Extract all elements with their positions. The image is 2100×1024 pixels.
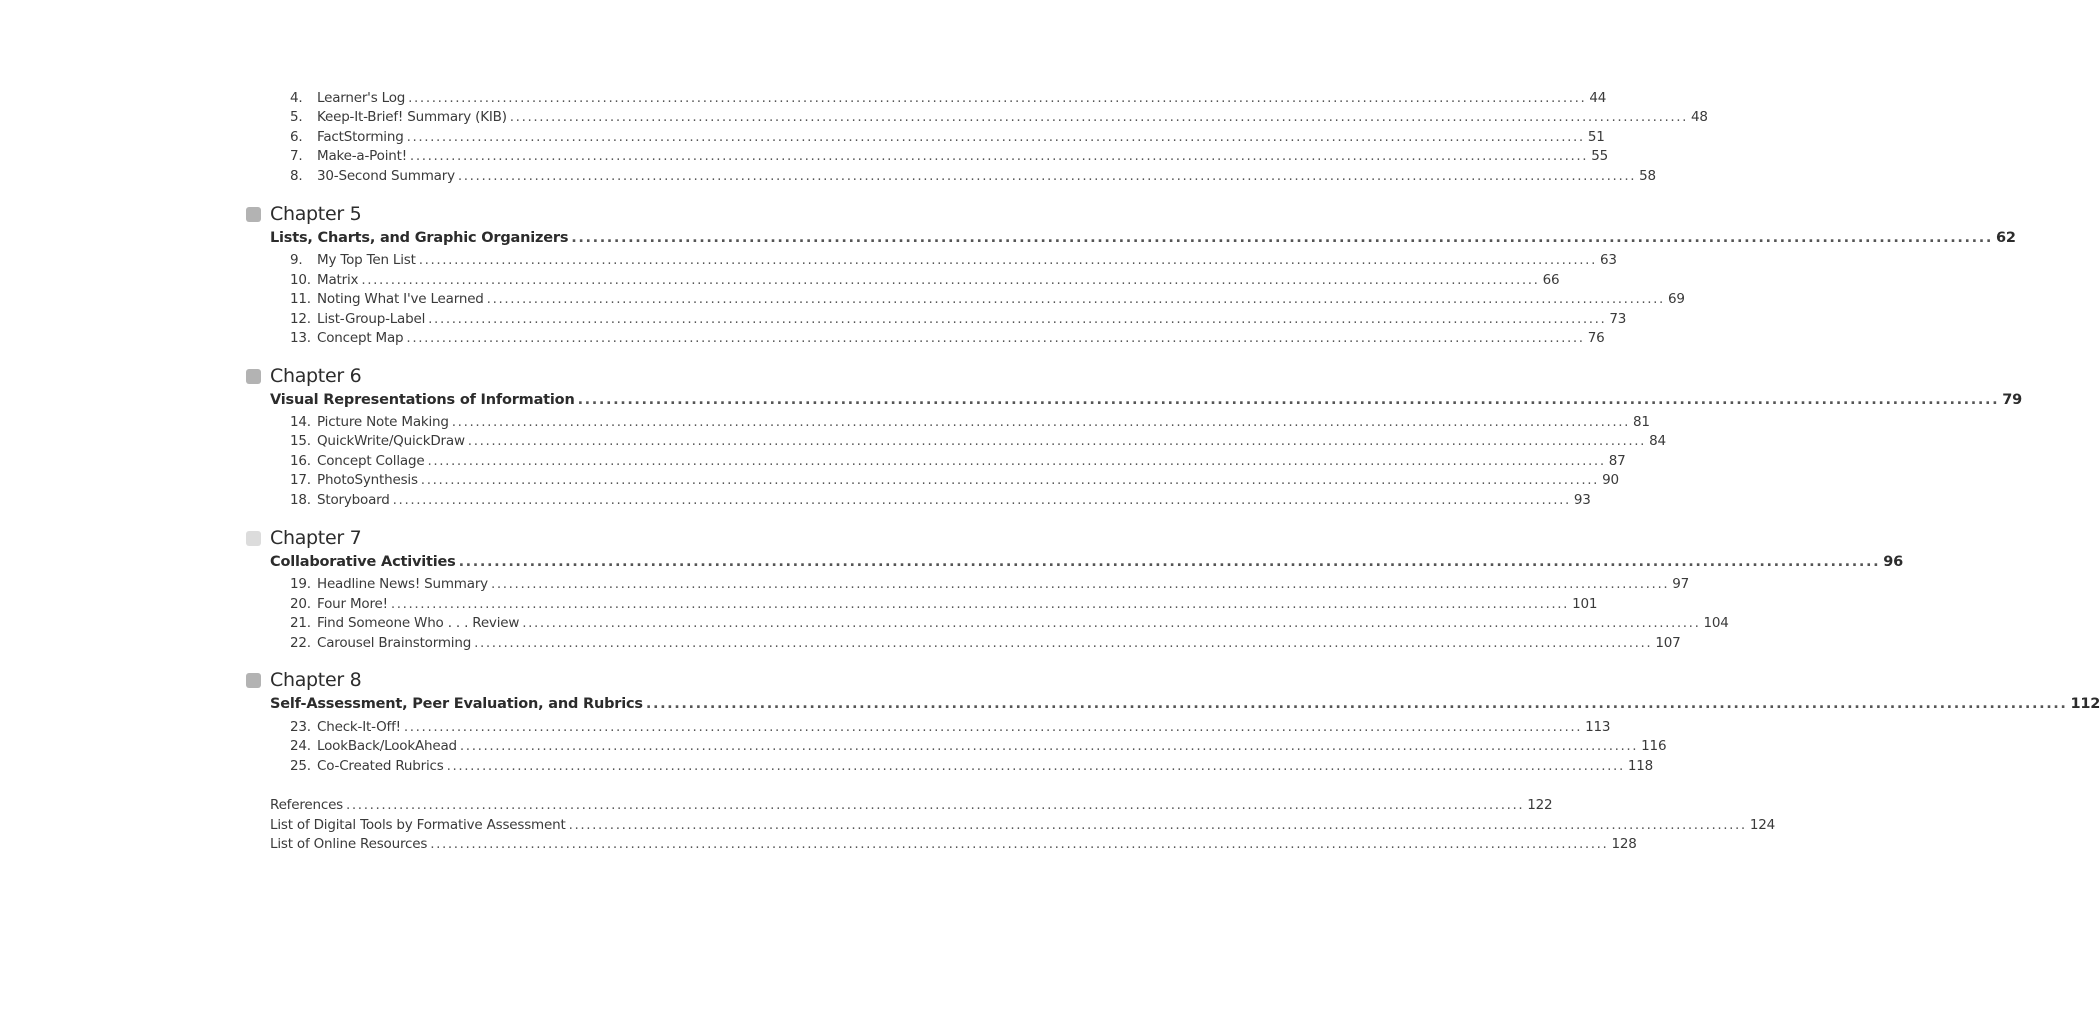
toc-entry [290,289,1685,309]
entry-title: My Top Ten List [317,252,416,268]
toc-entry [290,250,1617,270]
toc-entry [290,146,1608,166]
entry-page: 76 [1587,330,1605,346]
entry-page: 104 [1703,615,1729,631]
toc-entry [290,756,1654,776]
entry-number: 10. [290,272,311,288]
entry-title: Matrix [317,272,359,288]
entry-title: Storyboard [317,492,390,508]
toc-entry [290,574,1690,594]
entry-number: 13. [290,330,311,346]
entry-title: QuickWrite/QuickDraw [317,433,465,449]
entry-page: 128 [1611,836,1637,852]
chapter-label: Chapter 5 [270,203,362,225]
chapter-label: Chapter 6 [270,365,362,387]
chapter-label: Chapter 8 [270,669,362,691]
toc-entry [290,88,1607,108]
toc-entry [290,166,1656,186]
dot-leader: ........................................................................................................................................................................................................ [409,148,1589,164]
entry-page: 66 [1542,272,1560,288]
entry-title: List of Online Resources [270,836,428,852]
entry-title: Headline News! Summary [317,576,488,592]
dot-leader: ........................................................................................................................................................................................................ [428,311,1607,327]
end-matter-entry [270,795,1553,815]
dot-leader: ........................................................................................................................................................................................................ [430,836,1609,852]
entry-title: LookBack/LookAhead [317,738,457,754]
toc-entry [290,717,1611,737]
entry-title: Carousel Brainstorming [317,635,472,651]
entry-page: 124 [1749,817,1775,833]
entry-number: 6. [290,129,303,145]
entry-number: 12. [290,311,311,327]
dot-leader: ........................................................................................................................................................................................................ [408,90,1587,106]
dot-leader: ........................................................................................................................................................................................................ [486,291,1665,307]
toc-entry [290,451,1626,471]
entry-title: Learner's Log [317,90,406,106]
entry-number: 16. [290,453,311,469]
toc-entry [290,107,1708,127]
entry-title: Noting What I've Learned [317,291,484,307]
entry-page: 101 [1572,596,1598,612]
toc-entry [290,736,1667,756]
entry-number: 24. [290,738,311,754]
chapter-title: Lists, Charts, and Graphic Organizers [270,230,569,246]
dot-leader: ........................................................................................................................................................................................................ [451,414,1631,430]
entry-page: 55 [1591,148,1608,164]
entry-page: 107 [1655,635,1681,651]
chapter-title-entry [270,228,2016,248]
entry-number: 18. [290,492,311,508]
end-matter-entry [270,834,1637,854]
chapter-title-entry [270,390,2023,410]
entry-page: 113 [1585,719,1611,735]
dot-leader: ........................................................................................................................................................................................................ [403,719,1583,735]
dot-leader: ........................................................................................................................................................................................................ [467,433,1647,449]
entry-page: 90 [1602,472,1619,488]
dot-leader: ........................................................................................................................................................................................................ [392,492,1571,508]
dot-leader: ........................................................................................................................................................................................................ [406,330,1585,346]
entry-number: 17. [290,472,311,488]
chapter-title-entry [270,552,1904,572]
dot-leader: ........................................................................................................................................................................................................ [361,272,1540,288]
end-matter-entry [270,815,1775,835]
chapter-page: 96 [1883,554,1904,570]
dot-leader: ........................................................................................................................................................................................................ [457,168,1637,184]
toc-entry [290,328,1605,348]
entry-number: 14. [290,414,311,430]
dot-leader: ........................................................................................................................................................................................................ [390,596,1570,612]
toc-entry [290,431,1666,451]
dot-leader: ........................................................................................................................................................................................................ [571,230,1993,246]
toc-entry [290,470,1619,490]
chapter-title: Visual Representations of Information [270,392,575,408]
entry-page: 97 [1672,576,1690,592]
entry-number: 9. [290,252,303,268]
entry-number: 21. [290,615,311,631]
dot-leader: ........................................................................................................................................................................................................ [490,576,1670,592]
dot-leader: ........................................................................................................................................................................................................ [522,615,1701,631]
chapter-heading [246,202,361,226]
entry-number: 4. [290,90,303,106]
entry-number: 23. [290,719,311,735]
toc-entry [290,412,1650,432]
chapter-title: Self-Assessment, Peer Evaluation, and Rubrics [270,696,643,712]
entry-number: 7. [290,148,303,164]
entry-title: FactStorming [317,129,404,145]
entry-number: 25. [290,758,311,774]
chapter-square-icon [246,673,261,688]
toc-entry [290,613,1729,633]
chapter-heading [246,364,361,388]
dot-leader: ........................................................................................................................................................................................................ [346,797,1525,813]
dot-leader: ........................................................................................................................................................................................................ [577,392,2000,408]
dot-leader: ........................................................................................................................................................................................................ [406,129,1585,145]
entry-page: 69 [1667,291,1685,307]
toc-entry [290,127,1605,147]
dot-leader: ........................................................................................................................................................................................................ [446,758,1625,774]
entry-title: List-Group-Label [317,311,426,327]
entry-title: Picture Note Making [317,414,449,430]
dot-leader: ........................................................................................................................................................................................................ [418,252,1597,268]
entry-page: 84 [1649,433,1666,449]
toc-entry [290,270,1560,290]
entry-page: 63 [1599,252,1617,268]
chapter-square-icon [246,531,261,546]
entry-number: 5. [290,109,303,125]
entry-page: 93 [1573,492,1591,508]
dot-leader: ........................................................................................................................................................................................................ [420,472,1600,488]
entry-number: 8. [290,168,303,184]
dot-leader: ........................................................................................................................................................................................................ [459,738,1639,754]
entry-title: Concept Map [317,330,404,346]
entry-page: 58 [1639,168,1656,184]
entry-number: 19. [290,576,311,592]
dot-leader: ........................................................................................................................................................................................................ [427,453,1606,469]
entry-page: 48 [1691,109,1708,125]
entry-number: 20. [290,596,311,612]
toc-entry [290,309,1627,329]
dot-leader: ........................................................................................................................................................................................................ [474,635,1653,651]
entry-title: Make-a-Point! [317,148,407,164]
entry-page: 44 [1589,90,1607,106]
entry-title: Co-Created Rubrics [317,758,444,774]
chapter-square-icon [246,207,261,222]
entry-number: 22. [290,635,311,651]
chapter-page: 62 [1995,230,2016,246]
entry-page: 118 [1627,758,1654,774]
entry-page: 81 [1633,414,1650,430]
entry-title: List of Digital Tools by Formative Assessment [270,817,566,833]
chapter-label: Chapter 7 [270,527,362,549]
entry-title: Concept Collage [317,453,425,469]
dot-leader: ........................................................................................................................................................................................................ [458,554,1881,570]
entry-page: 87 [1608,453,1626,469]
toc-entry [290,490,1591,510]
entry-title: Four More! [317,596,388,612]
entry-title: Check-It-Off! [317,719,401,735]
entry-title: 30-Second Summary [317,168,455,184]
chapter-page: 79 [2002,392,2023,408]
toc-entry [290,594,1598,614]
entry-title: Keep-It-Brief! Summary (KIB) [317,109,507,125]
toc-entry [290,633,1681,653]
entry-number: 15. [290,433,311,449]
entry-title: PhotoSynthesis [317,472,418,488]
entry-page: 73 [1609,311,1627,327]
dot-leader: ........................................................................................................................................................................................................ [568,817,1747,833]
chapter-title-entry [270,694,2100,714]
dot-leader: ........................................................................................................................................................................................................ [509,109,1689,125]
chapter-square-icon [246,369,261,384]
chapter-heading [246,526,361,550]
dot-leader: ........................................................................................................................................................................................................ [645,696,2068,712]
chapter-page: 112 [2070,696,2100,712]
chapter-heading [246,668,361,692]
entry-number: 11. [290,291,311,307]
entry-title: References [270,797,344,813]
entry-page: 51 [1587,129,1605,145]
entry-title: Find Someone Who . . . Review [317,615,520,631]
chapter-title: Collaborative Activities [270,554,456,570]
entry-page: 116 [1641,738,1667,754]
entry-page: 122 [1527,797,1553,813]
